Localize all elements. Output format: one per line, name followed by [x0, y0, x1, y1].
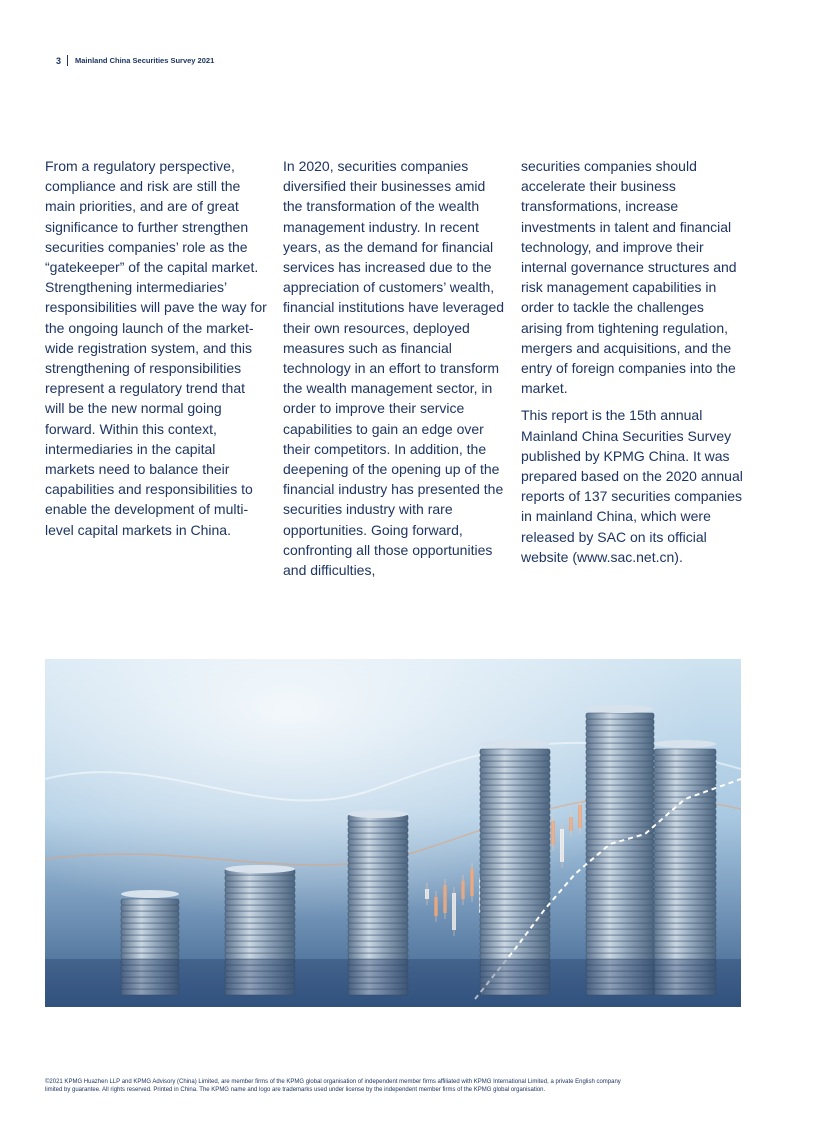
page-number: 3 — [56, 55, 62, 66]
running-header — [56, 55, 214, 66]
text-column-3 — [521, 156, 743, 574]
coins-chart-illustration — [45, 659, 741, 1007]
copyright-line: ©2021 KPMG Huazhen LLP and KPMG Advisory (China) Limited, are member firms of the KPMG global organisation of independent member firms affiliated with KPMG International Limited, a private English company — [45, 1079, 621, 1085]
paragraph: From a regulatory perspective, compliance and risk are still the main priorities, and are of great significance to further strengthen securities companies’ role as the “gatekeeper” of the capital market. Strengthening intermediaries’ responsibilities will pave the way for the ongoing launch of the market-wide registration system, and this strengthening of responsibilities represent a regulatory trend that will be the new normal going forward. Within this context, intermediaries in the capital markets need to balance their capabilities and responsibilities to enable the development of multi-level capital markets in China. — [45, 158, 267, 538]
text-column-1 — [45, 156, 267, 547]
header-divider — [67, 55, 68, 66]
paragraph: securities companies should accelerate their business transformations, increase investments in talent and financial technology, and improve their internal governance structures and risk management capabilities in order to tackle the challenges arising from tightening regulation, mergers and acquisitions, and the entry of foreign companies into the market. — [521, 158, 737, 397]
paragraph: In 2020, securities companies diversified their businesses amid the transformation of the wealth management industry. In recent years, as the demand for financial services has increased due to the appreciation of customers’ wealth, financial institutions have leveraged their own resources, deployed measures such as financial technology in an effort to transform the wealth management sector, in order to improve their service capabilities to gain an edge over their competitors. In addition, the deepening of the opening up of the financial industry has presented the securities industry with rare opportunities. Going forward, confronting all those opportunities and difficulties, — [283, 158, 505, 579]
copyright-line: limited by guarantee. All rights reserved. Printed in China. The KPMG name and logo are trademarks used under license by the independent member firms of the KPMG global organisation. — [45, 1087, 546, 1093]
publication-title: Mainland China Securities Survey 2021 — [75, 56, 215, 65]
text-column-2 — [283, 156, 505, 587]
copyright-footer — [45, 1078, 745, 1094]
paragraph: This report is the 15th annual Mainland China Securities Survey published by KPMG China. It was prepared based on the 2020 annual reports of 137 securities companies in mainland China, which were released by SAC on its official website (www.sac.net.cn). — [521, 407, 743, 565]
hero-image — [45, 659, 741, 1007]
